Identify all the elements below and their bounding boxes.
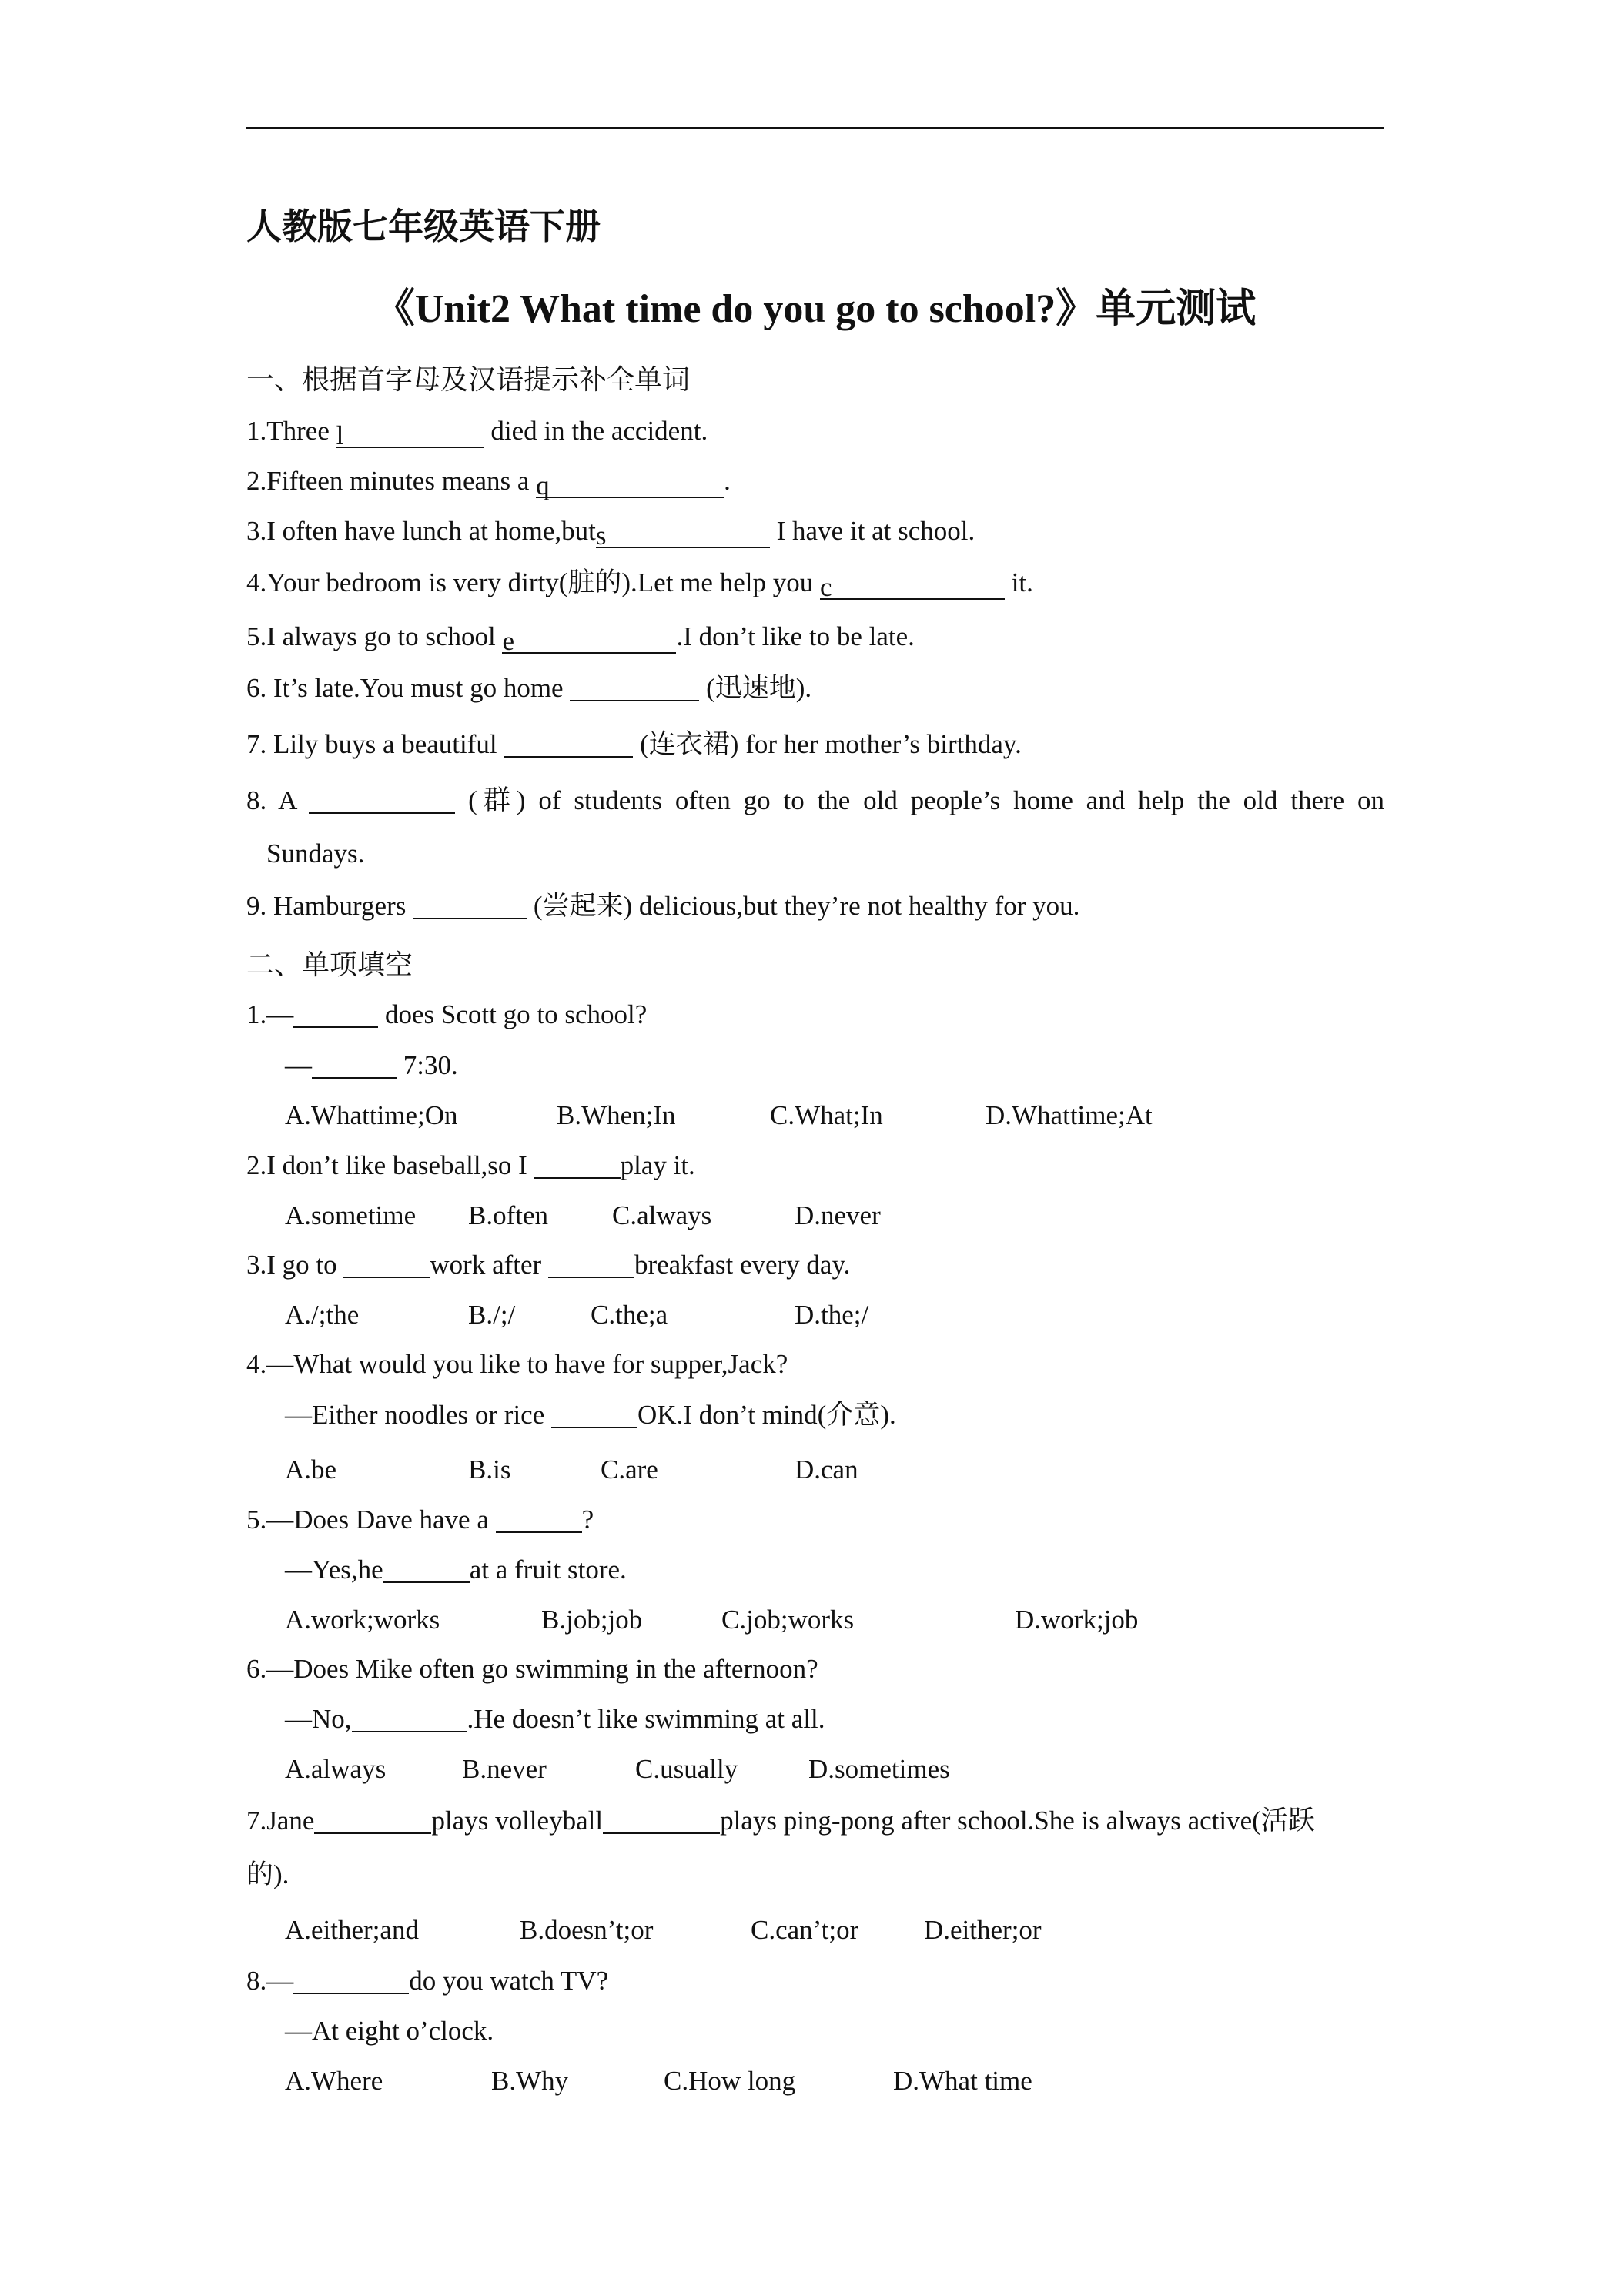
section-2-heading: 二、单项填空 [246, 949, 413, 981]
s2-q1-option-a[interactable]: A.Whattime;On [285, 1100, 458, 1130]
answer-blank[interactable]: q [536, 469, 724, 498]
s2-question-1-reply: — 7:30. [285, 1050, 458, 1080]
s1-question-4: 4.Your bedroom is very dirty(脏的).Let me help you c it. [246, 567, 1033, 602]
s2-q4-option-b[interactable]: B.is [468, 1454, 511, 1484]
s1-question-6: 6. It’s late.You must go home (迅速地). [246, 673, 812, 703]
answer-blank[interactable] [548, 1249, 634, 1278]
s2-question-4-reply: —Either noodles or rice OK.I don’t mind(介意). [285, 1400, 896, 1430]
s1-question-9: 9. Hamburgers (尝起来) delicious,but they’re not healthy for you. [246, 891, 1080, 921]
s2-question-6-reply: —No, .He doesn’t like swimming at all. [285, 1704, 825, 1734]
answer-blank[interactable] [293, 999, 378, 1028]
s2-question-7: 7.Jane plays volleyball plays ping-pong after school.She is always active(活跃 [246, 1806, 1315, 1836]
s2-q4-option-a[interactable]: A.be [285, 1454, 337, 1484]
s2-question-1: 1.— does Scott go to school? [246, 999, 648, 1029]
s2-q7-option-b[interactable]: B.doesn’t;or [520, 1915, 654, 1945]
s2-q6-option-a[interactable]: A.always [285, 1754, 387, 1784]
s2-q7-option-d[interactable]: D.either;or [924, 1915, 1042, 1945]
s1-question-5: 5.I always go to school e .I don’t like to be late. [246, 621, 915, 656]
answer-blank[interactable] [314, 1805, 431, 1834]
s2-q8-option-b[interactable]: B.Why [491, 2066, 569, 2096]
s2-question-2: 2.I don’t like baseball,so I play it. [246, 1150, 695, 1180]
answer-blank[interactable] [413, 890, 527, 919]
answer-blank[interactable]: s [596, 519, 770, 548]
answer-blank[interactable] [496, 1504, 582, 1533]
s2-q5-option-c[interactable]: C.job;works [721, 1605, 855, 1635]
s2-q1-option-b[interactable]: B.When;In [557, 1100, 676, 1130]
s2-q2-option-a[interactable]: A.sometime [285, 1200, 417, 1230]
s1-question-1: 1.Three l died in the accident. [246, 416, 708, 450]
s2-q4-option-c[interactable]: C.are [601, 1454, 658, 1484]
s2-question-8: 8.— do you watch TV? [246, 1966, 609, 1996]
answer-blank[interactable] [504, 728, 633, 758]
s2-q8-option-d[interactable]: D.What time [893, 2066, 1032, 2096]
s1-question-7: 7. Lily buys a beautiful (连衣裙) for her mother’s birthday. [246, 729, 1022, 759]
s1-question-2: 2.Fifteen minutes means a q . [246, 466, 731, 500]
s2-question-5-reply: —Yes,he at a fruit store. [285, 1555, 627, 1585]
section-1-heading: 一、根据首字母及汉语提示补全单词 [246, 364, 691, 396]
s2-q8-option-c[interactable]: C.How long [664, 2066, 796, 2096]
s1-question-8-cont: Sundays. [266, 838, 365, 869]
answer-blank[interactable] [312, 1049, 397, 1079]
s2-q3-option-c[interactable]: C.the;a [591, 1300, 668, 1330]
s2-q6-option-d[interactable]: D.sometimes [808, 1754, 950, 1784]
answer-blank[interactable] [343, 1249, 430, 1278]
answer-blank[interactable] [551, 1399, 637, 1428]
answer-blank[interactable] [352, 1703, 467, 1732]
answer-blank[interactable]: c [820, 571, 1005, 600]
answer-blank[interactable]: l [336, 419, 484, 448]
answer-blank[interactable]: e [502, 624, 676, 654]
s2-q3-option-d[interactable]: D.the;/ [795, 1300, 869, 1330]
s2-q2-option-d[interactable]: D.never [795, 1200, 881, 1230]
page-subtitle [246, 276, 1384, 333]
s2-q6-option-b[interactable]: B.never [462, 1754, 547, 1784]
answer-blank[interactable] [293, 1965, 409, 1994]
s2-q4-option-d[interactable]: D.can [795, 1454, 858, 1484]
s2-q2-option-c[interactable]: C.always [612, 1200, 712, 1230]
s2-q6-option-c[interactable]: C.usually [635, 1754, 738, 1784]
s2-question-3: 3.I go to work after breakfast every day. [246, 1250, 851, 1280]
s2-q5-option-d[interactable]: D.work;job [1015, 1605, 1139, 1635]
s2-question-7-cont: 的). [246, 1859, 289, 1889]
s2-q5-option-a[interactable]: A.work;works [285, 1605, 440, 1635]
page-title: 人教版七年级英语下册 [246, 206, 601, 247]
s2-q5-option-b[interactable]: B.job;job [541, 1605, 643, 1635]
s2-question-6: 6.—Does Mike often go swimming in the afternoon? [246, 1654, 818, 1684]
subtitle-open-bracket: 《 [374, 286, 415, 332]
s2-q1-option-c[interactable]: C.What;In [770, 1100, 883, 1130]
subtitle-close: 》单元测试 [1056, 286, 1257, 332]
header-rule [246, 127, 1384, 129]
s2-question-4: 4.—What would you like to have for supper,Jack? [246, 1349, 788, 1379]
s2-q1-option-d[interactable]: D.Whattime;At [986, 1100, 1153, 1130]
answer-blank[interactable] [570, 672, 699, 701]
answer-blank[interactable] [534, 1150, 621, 1179]
s2-q7-option-a[interactable]: A.either;and [285, 1915, 419, 1945]
s1-question-8: 8. A (群) of students often go to the old people’s home and help the old there on [246, 785, 1384, 815]
s2-q2-option-b[interactable]: B.often [468, 1200, 549, 1230]
s2-q7-option-c[interactable]: C.can’t;or [751, 1915, 859, 1945]
answer-blank[interactable] [603, 1805, 720, 1834]
s1-question-3: 3.I often have lunch at home,buts I have it at school. [246, 516, 975, 551]
answer-blank[interactable] [383, 1554, 470, 1583]
s2-q3-option-b[interactable]: B./;/ [468, 1300, 516, 1330]
s2-q8-option-a[interactable]: A.Where [285, 2066, 383, 2096]
s2-question-8-reply: —At eight o’clock. [285, 2016, 494, 2046]
s2-q3-option-a[interactable]: A./;the [285, 1300, 360, 1330]
s2-question-5: 5.—Does Dave have a ? [246, 1504, 594, 1535]
answer-blank[interactable] [309, 785, 455, 814]
subtitle-unit: Unit2 What time do you go to school? [414, 287, 1056, 331]
